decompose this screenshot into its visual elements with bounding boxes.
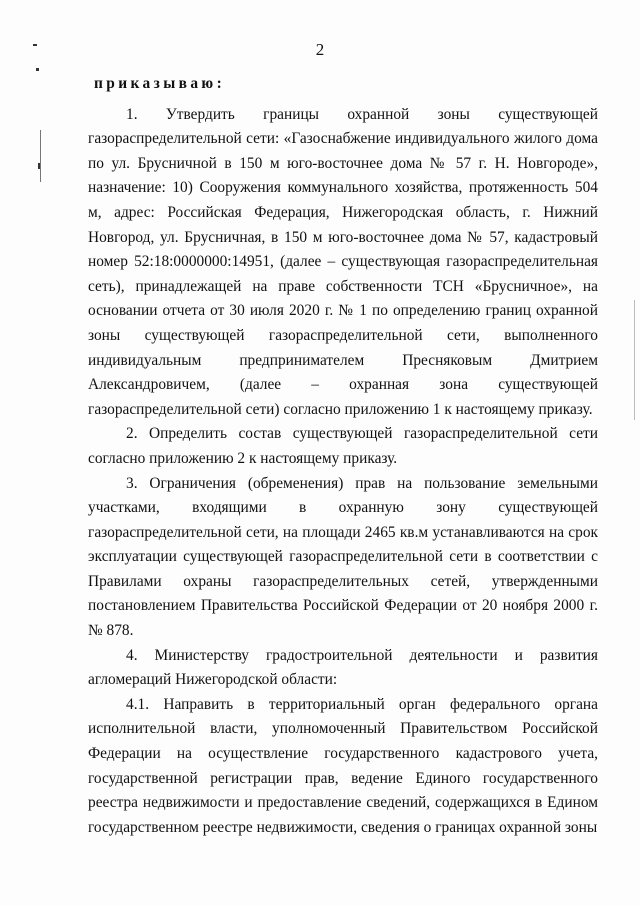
- document-body: [88, 72, 598, 840]
- paragraph-3: 3. Ограничения (обременения) прав на пользование земельными участками, входящими в охранную зону существующей газораспределительной сети, на площади 2465 кв.м устанавливаются на срок эксплуатации существующей газораспределительной сети в соответствии с Правилами охраны газораспределительных сетей, утвержденными постановлением Правительства Российской Федерации от 20 ноября 2000 г. № 878.: [88, 474, 598, 640]
- scan-margin-line: [40, 130, 41, 182]
- paragraph-4-1: 4.1. Направить в территориальный орган федерального органа исполнительной власти, уполномоченный Правительством Российской Федерации на осуществление государственного кадастрового учета, государственной регистрации прав, ведение Единого государственного реестра недвижимости и предоставление сведений, содержащихся в Едином государственном реестре недвижимости, сведения о границах охранной зоны: [88, 695, 598, 836]
- paragraph-2: 2. Определить состав существующей газораспределительной сети согласно приложению 2 к настоящему приказу.: [88, 425, 598, 467]
- scan-right-edge-line: [634, 300, 635, 420]
- scan-mark-small: [36, 68, 39, 71]
- order-heading: приказываю:: [94, 75, 226, 92]
- paragraph-1: 1. Утвердить границы охранной зоны существующей газораспределительной сети: «Газоснабжение индивидуального жилого дома по ул. Брусничной в 150 м юго-восточнее дома № 57 г. Н. Новгороде», назначение: 10) Сооружения коммунального хозяйства, протяженность 504 м, адрес: Российская Федерация, Нижегородская область, г. Нижний Новгород, ул. Брусничная, в 150 м юго-восточнее дома № 57, кадастровый номер 52:18:0000000:14951, (далее – существующая газораспределительная сеть), принадлежащей на праве собственности ТСН «Брусничное», на основании отчета от 30 июля 2020 г. № 1 по определению границ охранной зоны существующей газораспределительной сети, выполненного индивидуальным предпринимателем Пресняковым Дмитрием Александровичем, (далее – охранная зона существующей газораспределительной сети) согласно приложению 1 к настоящему приказу.: [88, 105, 598, 418]
- paragraph-4: 4. Министерству градостроительной деятельности и развития агломераций Нижегородской области:: [88, 646, 598, 689]
- page-number: 2: [315, 40, 325, 59]
